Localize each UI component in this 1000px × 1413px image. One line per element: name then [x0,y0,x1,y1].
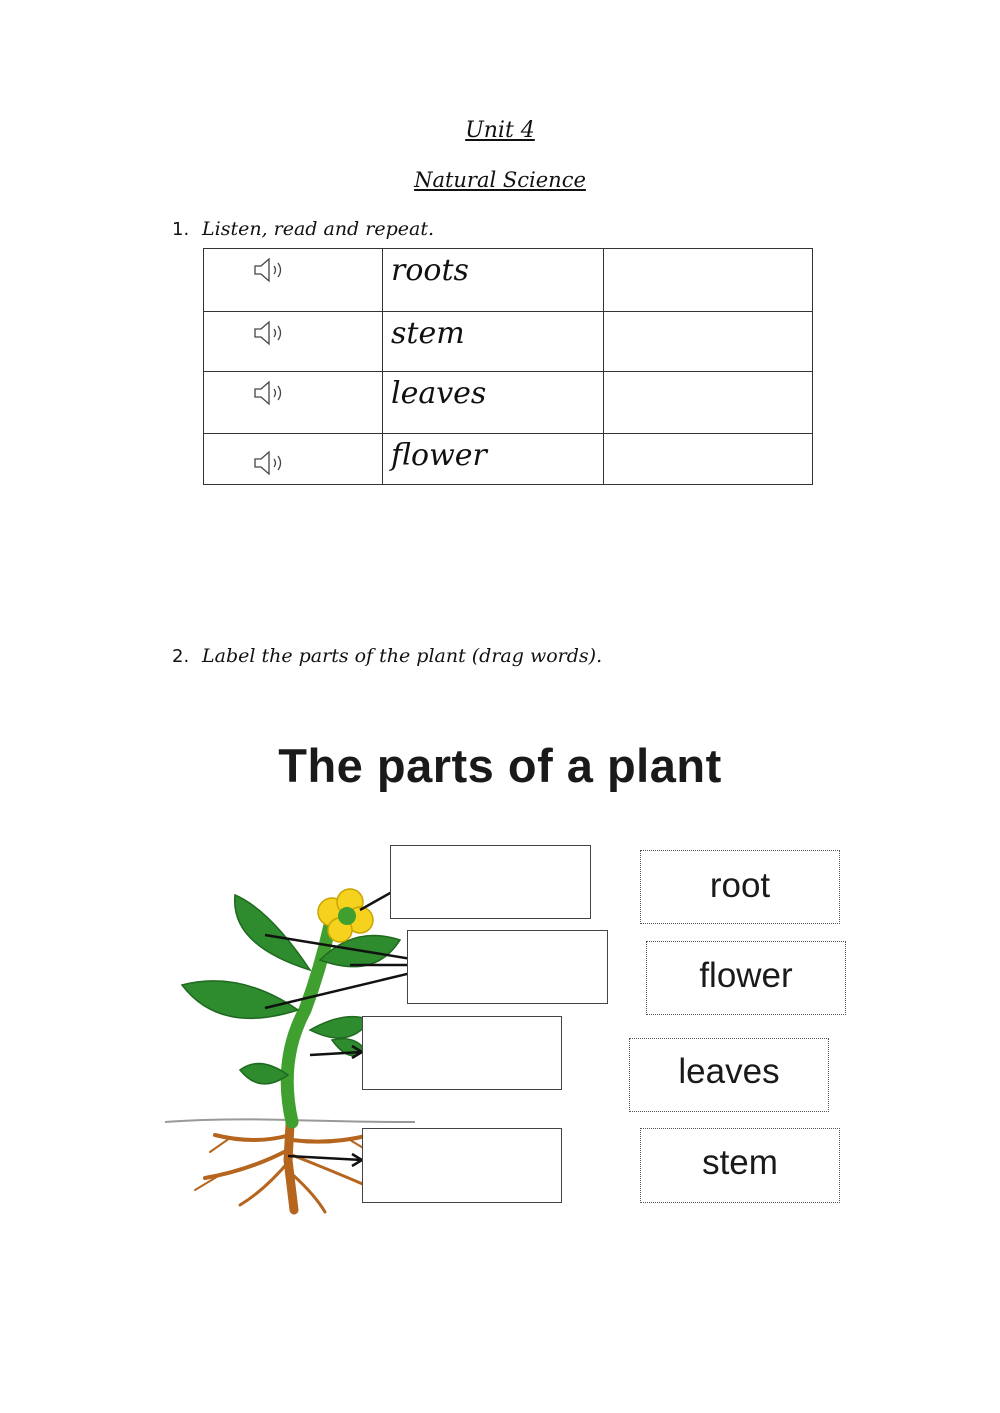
word-cell [383,249,604,312]
speaker-icon[interactable] [252,255,292,285]
exercise-1-number: 1. [172,219,190,240]
speaker-icon[interactable] [252,318,292,348]
subject-title: Natural Science [414,168,586,192]
word-cell [383,434,604,485]
exercise-1-instruction [172,218,434,240]
audio-cell [204,434,383,485]
exercise-2-number: 2. [172,646,190,667]
vocab-word: roots [391,253,469,288]
answer-cell[interactable] [604,434,813,485]
exercise-1-text: Listen, read and repeat. [202,218,434,240]
label-drop-box-leaves[interactable] [407,930,608,1004]
roots-drawing [195,1125,375,1212]
word-card-leaves[interactable]: leaves [629,1038,829,1112]
label-drop-box-flower[interactable] [390,845,591,919]
table-row [204,312,813,372]
plant-diagram-title: The parts of a plant [278,739,722,792]
label-drop-box-stem[interactable] [362,1016,562,1090]
vocab-word: stem [391,316,465,351]
speaker-icon[interactable] [252,378,292,408]
answer-cell[interactable] [604,249,813,312]
audio-cell [204,372,383,434]
word-card-flower[interactable]: flower [646,941,846,1015]
word-card-root[interactable]: root [640,850,840,924]
exercise-2-instruction [172,645,602,667]
table-row [204,249,813,312]
word-card-stem[interactable]: stem [640,1128,840,1203]
answer-cell[interactable] [604,312,813,372]
speaker-icon[interactable] [252,448,292,478]
label-drop-box-root[interactable] [362,1128,562,1203]
table-row [204,372,813,434]
vocab-word: flower [391,438,487,473]
answer-cell[interactable] [604,372,813,434]
exercise-2-text: Label the parts of the plant (drag words). [202,645,603,667]
vocabulary-table [203,248,813,485]
word-cell [383,312,604,372]
table-row [204,434,813,485]
unit-title: Unit 4 [465,118,535,143]
audio-cell [204,249,383,312]
audio-cell [204,312,383,372]
word-cell [383,372,604,434]
vocab-word: leaves [391,376,487,411]
